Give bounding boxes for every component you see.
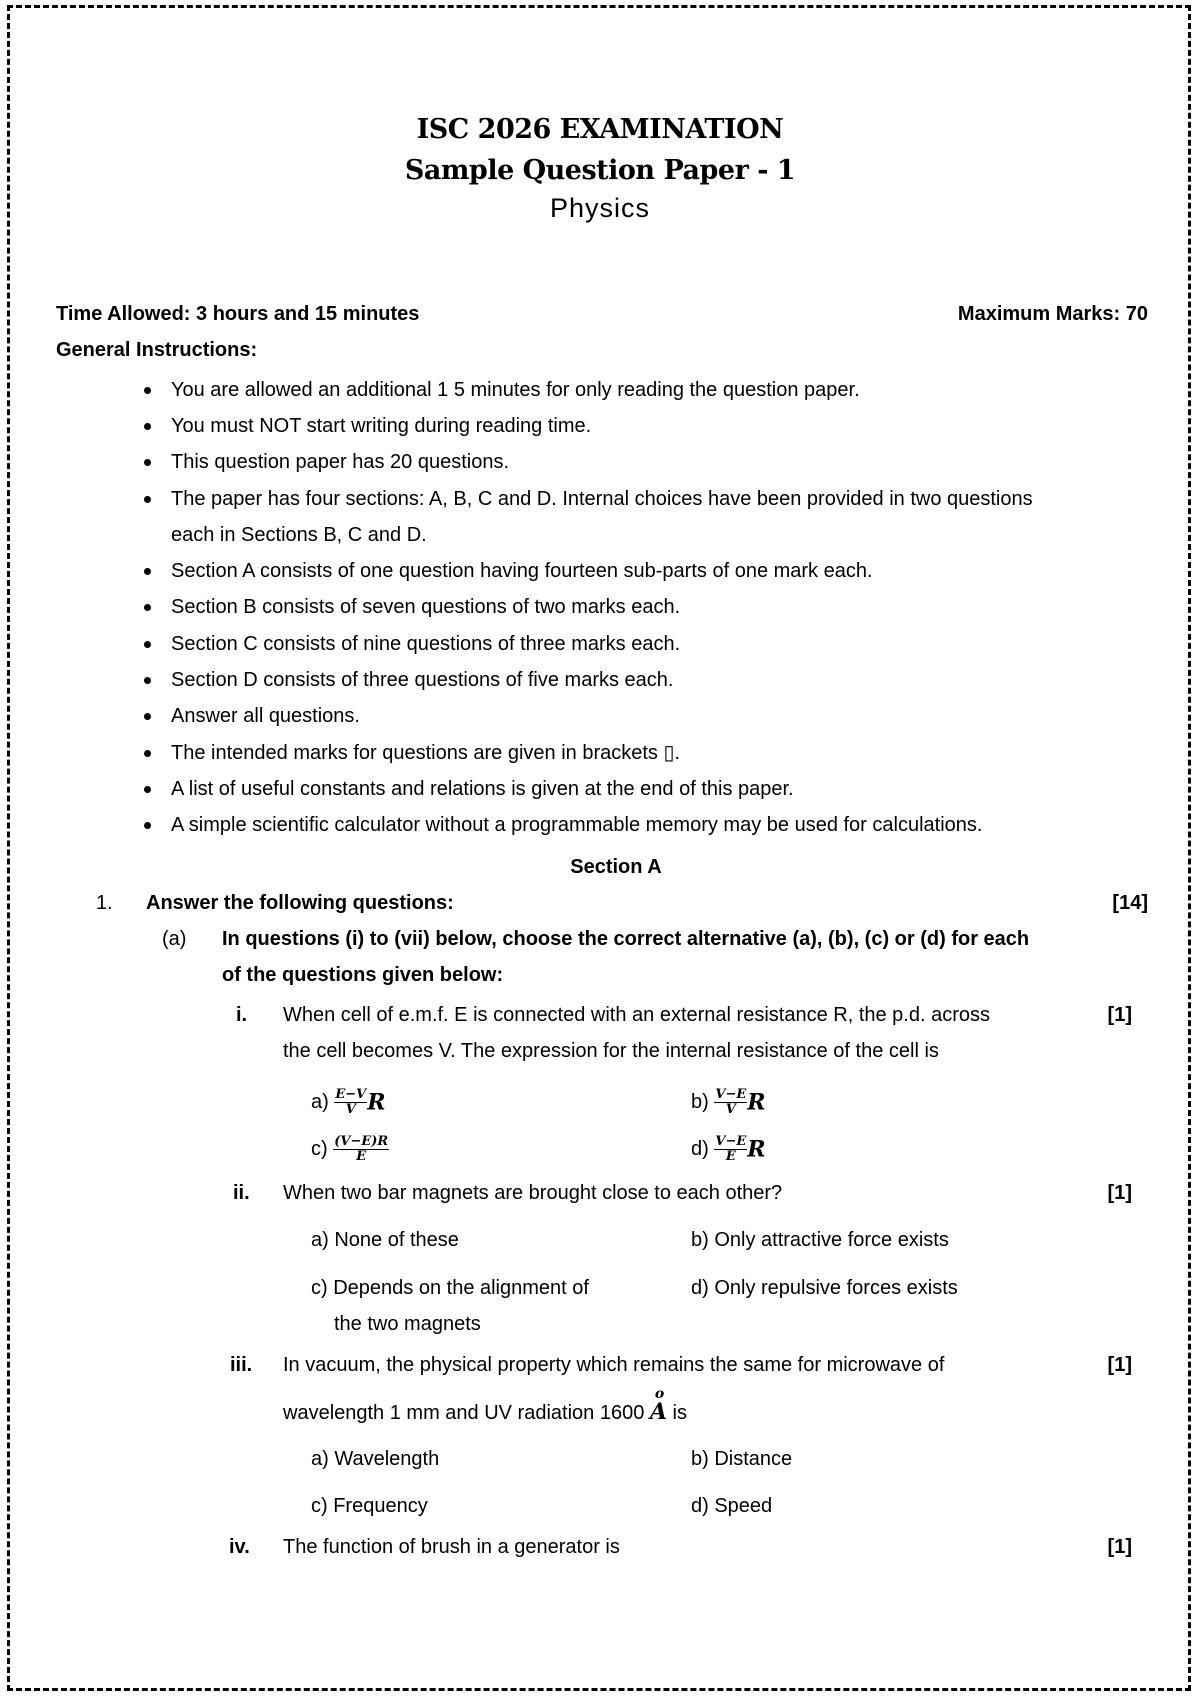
subquestion-text: the cell becomes V. The expression for the internal resistance of the cell is <box>283 1040 939 1062</box>
question-text: Answer the following questions: <box>146 892 454 914</box>
subquestion-text: In vacuum, the physical property which remains the same for microwave of <box>283 1354 945 1376</box>
exam-title: ISC 2026 EXAMINATION <box>416 114 784 145</box>
option-c: c) Depends on the alignment of <box>311 1277 589 1299</box>
subject-title: Physics <box>549 193 651 223</box>
question-number: 1. <box>96 892 113 914</box>
subquestion-text: When cell of e.m.f. E is connected with an external resistance R, the p.d. across <box>283 1004 991 1026</box>
question-marks: [14] <box>1112 892 1148 914</box>
bullet-icon <box>144 496 151 503</box>
option-a: a) $\frac{E-V}{V}$ R <box>311 1087 386 1118</box>
angstrom-symbol: o A <box>649 1386 667 1425</box>
part-instruction-line1: In questions (i) to (vii) below, choose the correct alternative (a), (b), (c) or (d) for each <box>222 928 1030 950</box>
subquestion-marks: [1] <box>1107 1004 1132 1026</box>
option-d: d) Speed <box>691 1495 773 1517</box>
bullet-icon <box>144 786 151 793</box>
option-a: a) Wavelength <box>311 1448 440 1470</box>
subquestion-marks: [1] <box>1107 1182 1132 1204</box>
paper-title: Sample Question Paper - 1 <box>404 155 796 186</box>
option-b: b) Distance <box>691 1448 793 1470</box>
option-d: d) $\frac{V-E}{E}$ R <box>691 1134 766 1165</box>
subquestion-text: The function of brush in a generator is <box>283 1536 620 1558</box>
option-b: b) Only attractive force exists <box>691 1229 949 1251</box>
subquestion-text: wavelength 1 mm and UV radiation 1600 o A is <box>283 1394 687 1431</box>
instructions-heading: General Instructions: <box>56 339 258 361</box>
option-d: d) Only repulsive forces exists <box>691 1277 958 1299</box>
option-c-continuation: the two magnets <box>334 1313 481 1335</box>
bullet-icon <box>144 750 151 757</box>
subquestion-number: iii. <box>230 1354 253 1376</box>
max-marks: Maximum Marks: 70 <box>957 303 1148 325</box>
subquestion-number: iv. <box>229 1536 250 1558</box>
time-allowed: Time Allowed: 3 hours and 15 minutes <box>56 303 420 325</box>
bullet-icon <box>144 459 151 466</box>
bullet-icon <box>144 713 151 720</box>
subquestion-marks: [1] <box>1107 1354 1132 1376</box>
part-instruction-line2: of the questions given below: <box>222 964 504 986</box>
bullet-icon <box>144 423 151 430</box>
page-border <box>7 5 1191 1691</box>
bullet-icon <box>144 677 151 684</box>
option-c: c) $\frac{(V-E)R}{E}$ <box>311 1134 389 1165</box>
bullet-icon <box>144 822 151 829</box>
bullet-icon <box>144 604 151 611</box>
section-heading: Section A <box>570 856 662 878</box>
subquestion-marks: [1] <box>1107 1536 1132 1558</box>
subquestion-number: ii. <box>233 1182 250 1204</box>
part-label: (a) <box>162 928 187 950</box>
subquestion-number: i. <box>236 1004 248 1026</box>
subquestion-text: When two bar magnets are brought close to each other? <box>283 1182 783 1204</box>
bullet-icon <box>144 641 151 648</box>
bullet-icon <box>144 387 151 394</box>
bullet-icon <box>144 568 151 575</box>
option-c: c) Frequency <box>311 1495 428 1517</box>
option-a: a) None of these <box>311 1229 459 1251</box>
option-b: b) $\frac{V-E}{V}$ R <box>691 1087 766 1118</box>
